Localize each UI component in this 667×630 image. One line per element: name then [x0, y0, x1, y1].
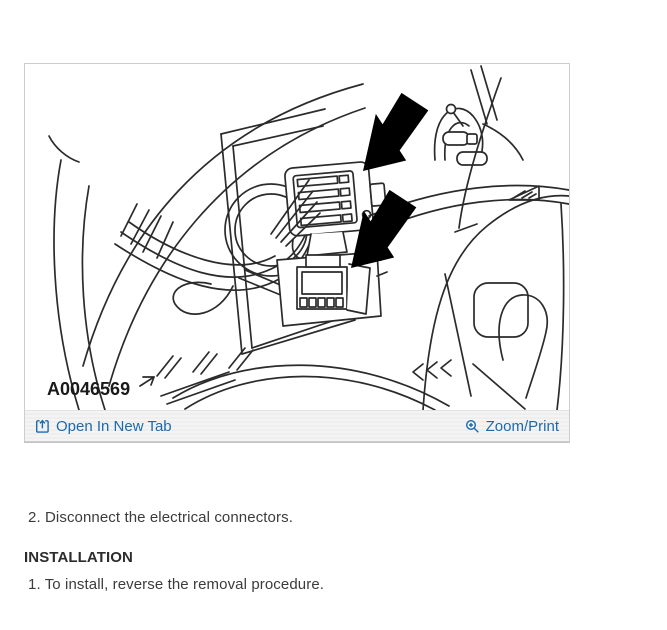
diagram-linework — [49, 66, 569, 410]
zoom-in-icon — [465, 419, 480, 434]
figure-id-label: A0046569 — [47, 379, 131, 399]
figure-card — [24, 63, 570, 442]
open-in-new-tab-label: Open In New Tab — [56, 417, 172, 435]
installation-step-text: 1. To install, reverse the removal procedure. — [28, 576, 325, 593]
connector-diagram — [25, 64, 569, 410]
removal-step-text: 2. Disconnect the electrical connectors. — [28, 509, 293, 526]
open-in-new-tab-link[interactable] — [35, 418, 172, 435]
figure-toolbar — [25, 410, 569, 441]
open-in-new-tab-icon — [35, 419, 50, 434]
zoom-print-link[interactable] — [465, 418, 559, 435]
installation-heading: INSTALLATION — [24, 549, 133, 566]
zoom-print-label: Zoom/Print — [485, 417, 559, 435]
